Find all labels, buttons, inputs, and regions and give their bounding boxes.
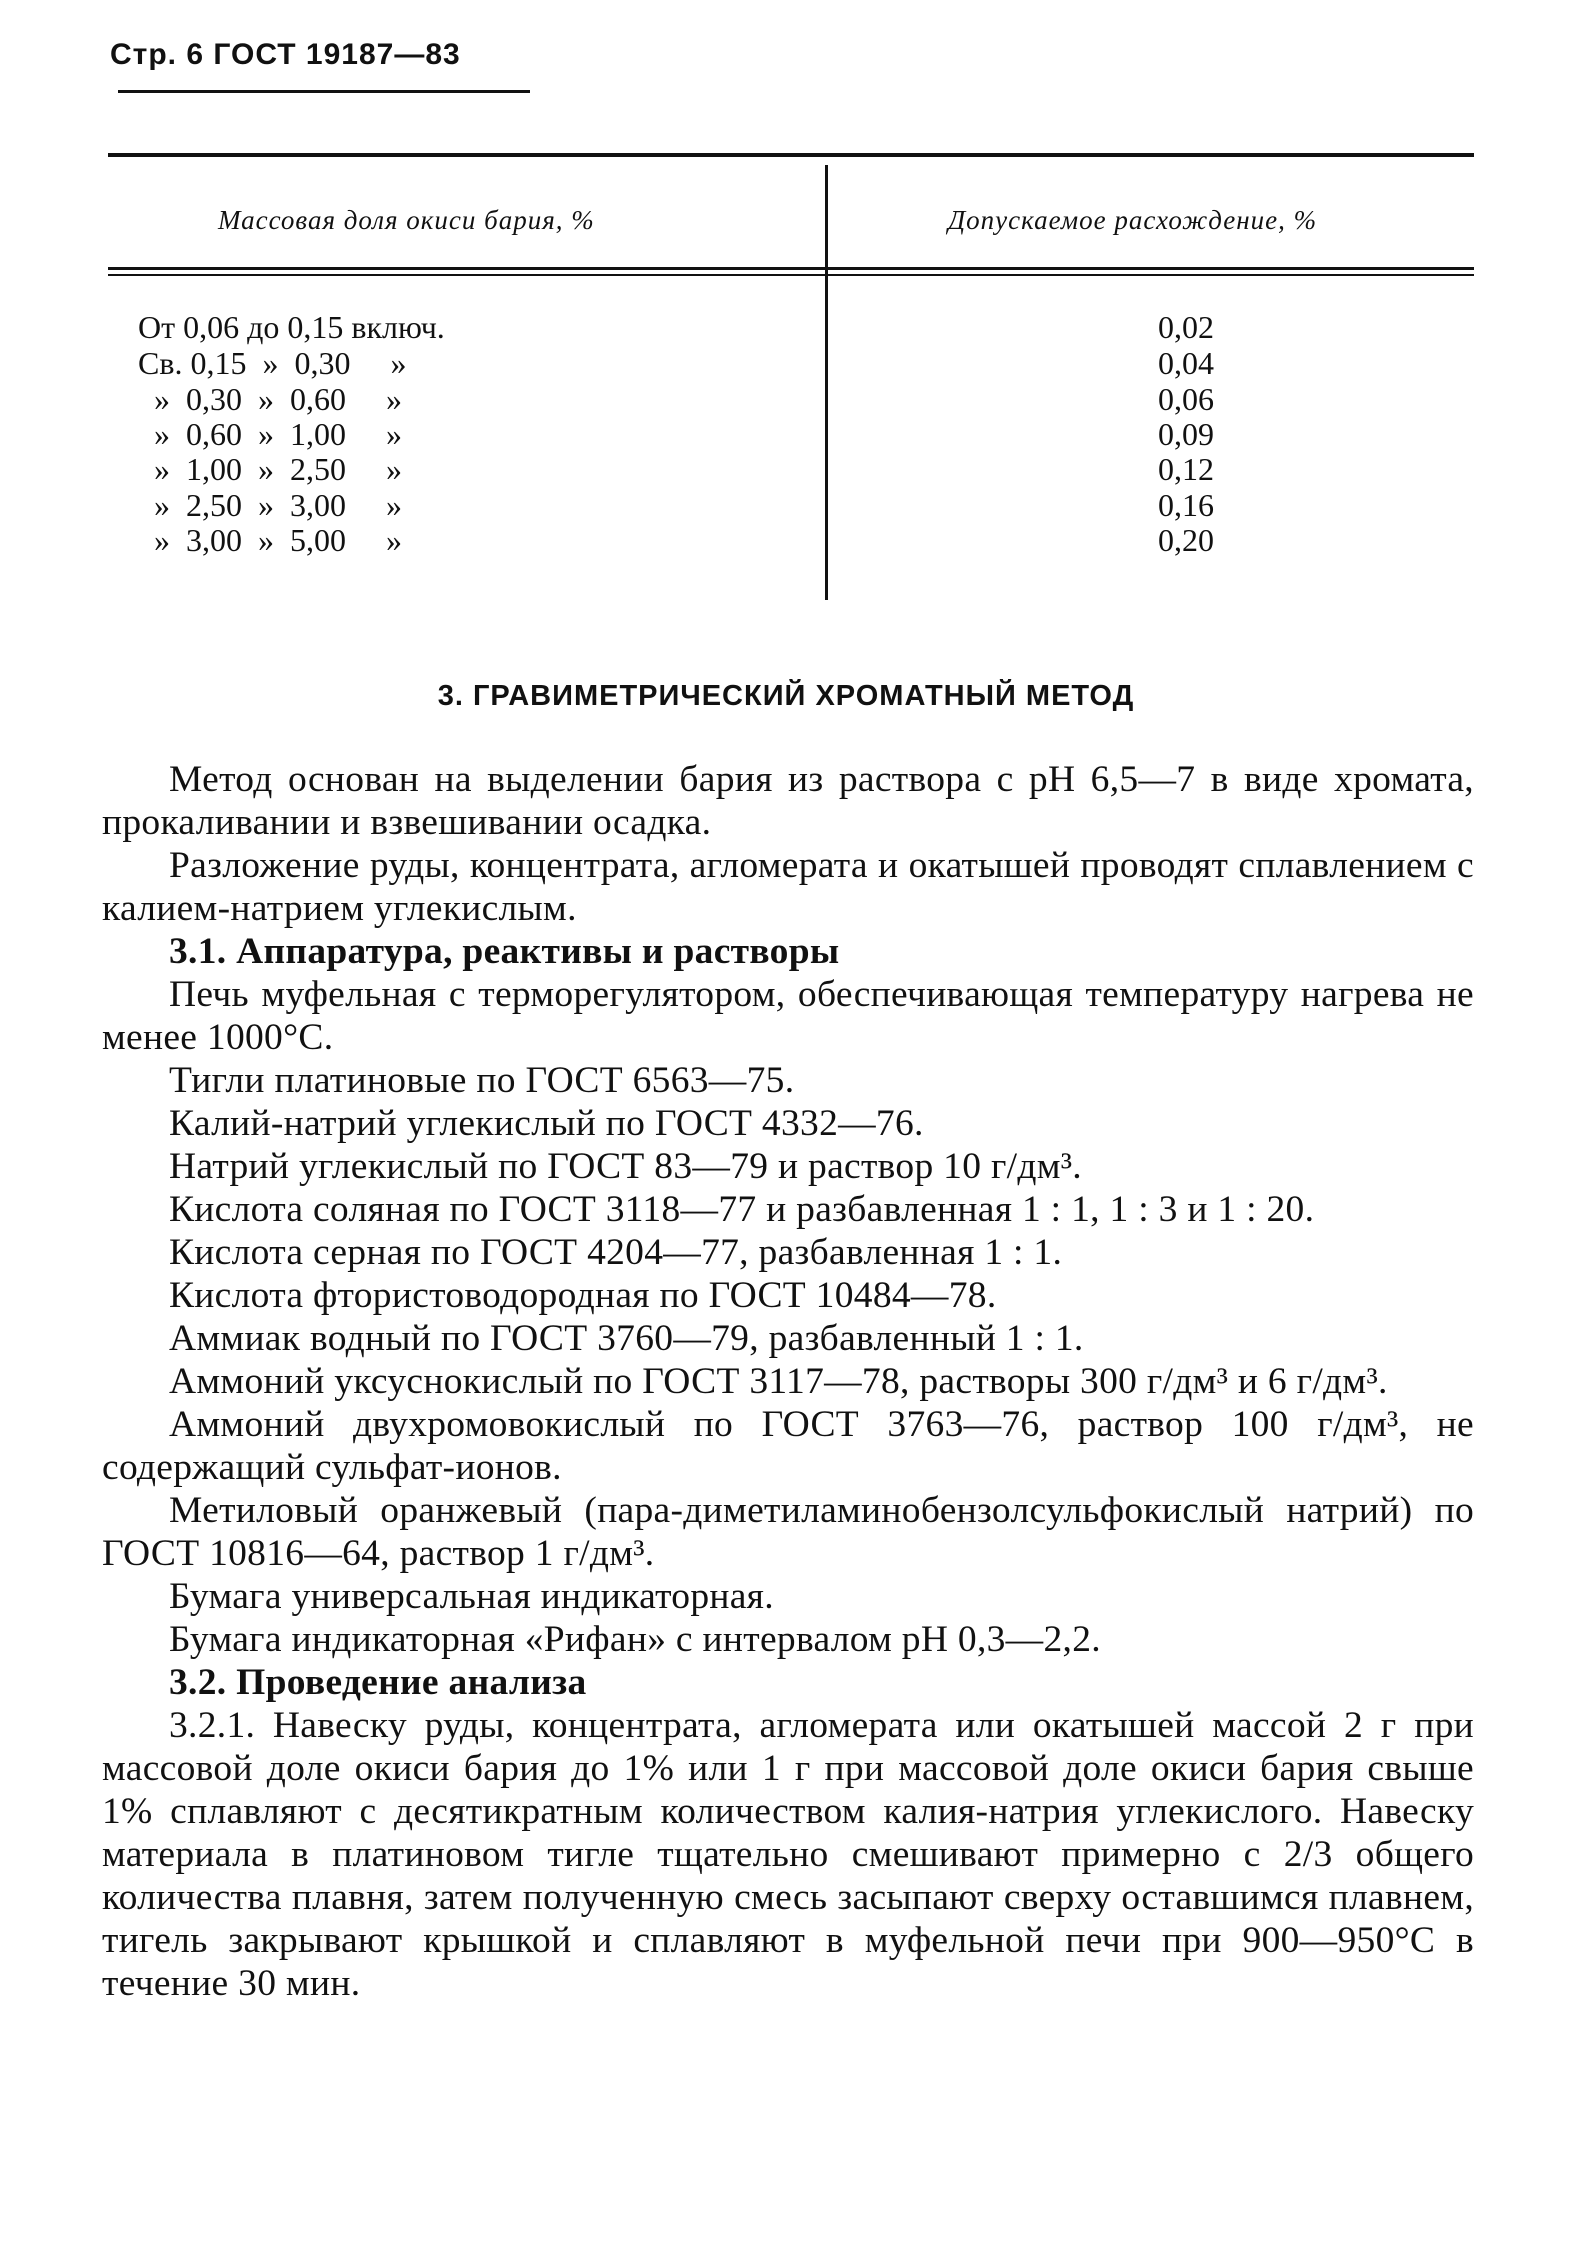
paragraph: Метод основан на выделении бария из раствора с pH 6,5—7 в виде хромата, прокаливании и взвешивании осадка. (102, 759, 1474, 843)
table-row-value: 0,09 (1158, 416, 1214, 452)
table-header-rule-double (108, 274, 1474, 276)
paragraph: Бумага универсальная индикаторная. (169, 1576, 774, 1617)
table-row-range: От 0,06 до 0,15 включ. (138, 309, 445, 345)
column-header-mass-fraction: Массовая доля окиси бария, % (218, 205, 595, 235)
table-row-range: Св. 0,15 » 0,30 » (138, 345, 407, 381)
paragraph: Аммоний уксуснокислый по ГОСТ 3117—78, растворы 300 г/дм³ и 6 г/дм³. (169, 1361, 1388, 1402)
table-column-divider (825, 165, 828, 600)
paragraph: Аммоний двухромовокислый по ГОСТ 3763—76, раствор 100 г/дм³, не содержащий сульфат-ионов. (102, 1404, 1474, 1488)
table-top-rule (108, 153, 1474, 157)
table-row-range: » 3,00 » 5,00 » (138, 522, 402, 558)
paragraph: Натрий углекислый по ГОСТ 83—79 и раствор 10 г/дм³. (169, 1146, 1082, 1187)
table-row-range: » 0,60 » 1,00 » (138, 416, 402, 452)
paragraph: Бумага индикаторная «Рифан» с интервалом pH 0,3—2,2. (169, 1619, 1101, 1660)
paragraph: Калий-натрий углекислый по ГОСТ 4332—76. (169, 1103, 924, 1144)
table-row-value: 0,02 (1158, 309, 1214, 345)
table-row-value: 0,20 (1158, 522, 1214, 558)
section-title: 3. ГРАВИМЕТРИЧЕСКИЙ ХРОМАТНЫЙ МЕТОД (437, 680, 1135, 712)
paragraph: Метиловый оранжевый (пара-диметиламинобензолсульфокислый натрий) по ГОСТ 10816—64, раствор 1 г/дм³. (102, 1490, 1474, 1574)
subsection-heading: 3.2. Проведение анализа (169, 1662, 587, 1703)
table-row-value: 0,04 (1158, 345, 1214, 381)
paragraph: Тигли платиновые по ГОСТ 6563—75. (169, 1060, 795, 1101)
table-row-value: 0,12 (1158, 451, 1214, 487)
table-row-range: » 2,50 » 3,00 » (138, 487, 402, 523)
table-row-value: 0,16 (1158, 487, 1214, 523)
page-header: Стр. 6 ГОСТ 19187—83 (110, 38, 461, 71)
paragraph: Кислота серная по ГОСТ 4204—77, разбавленная 1 : 1. (169, 1232, 1063, 1273)
header-rule (118, 90, 530, 93)
table-header-rule (108, 267, 1474, 270)
paragraph: 3.2.1. Навеску руды, концентрата, агломерата или окатышей массой 2 г при массовой доле окиси бария до 1% или 1 г при массовой доле окиси бария свыше 1% сплавляют с десятикратным количеством калия-натрия углекислого. Навеску материала в платиновом тигле тщательно смешивают примерно с 2/3 общего количества плавня, затем полученную смесь засыпают сверху оставшимся плавнем, тигель закрывают крышкой и сплавляют в муфельной печи при 900—950°С в течение 30 мин. (102, 1705, 1474, 2004)
table-row-range: » 0,30 » 0,60 » (138, 381, 402, 417)
table-row-value: 0,06 (1158, 381, 1214, 417)
paragraph: Аммиак водный по ГОСТ 3760—79, разбавленный 1 : 1. (169, 1318, 1084, 1359)
paragraph: Кислота соляная по ГОСТ 3118—77 и разбавленная 1 : 1, 1 : 3 и 1 : 20. (169, 1189, 1315, 1230)
table-row-range: » 1,00 » 2,50 » (138, 451, 402, 487)
paragraph: Кислота фтористоводородная по ГОСТ 10484—78. (169, 1275, 997, 1316)
subsection-heading: 3.1. Аппаратура, реактивы и растворы (169, 931, 840, 972)
paragraph: Печь муфельная с терморегулятором, обеспечивающая температуру нагрева не менее 1000°С. (102, 974, 1474, 1058)
column-header-tolerance: Допускаемое расхождение, % (948, 205, 1318, 235)
paragraph: Разложение руды, концентрата, агломерата и окатышей проводят сплавлением с калием-натрием углекислым. (102, 845, 1474, 929)
body-text (102, 758, 1474, 2005)
